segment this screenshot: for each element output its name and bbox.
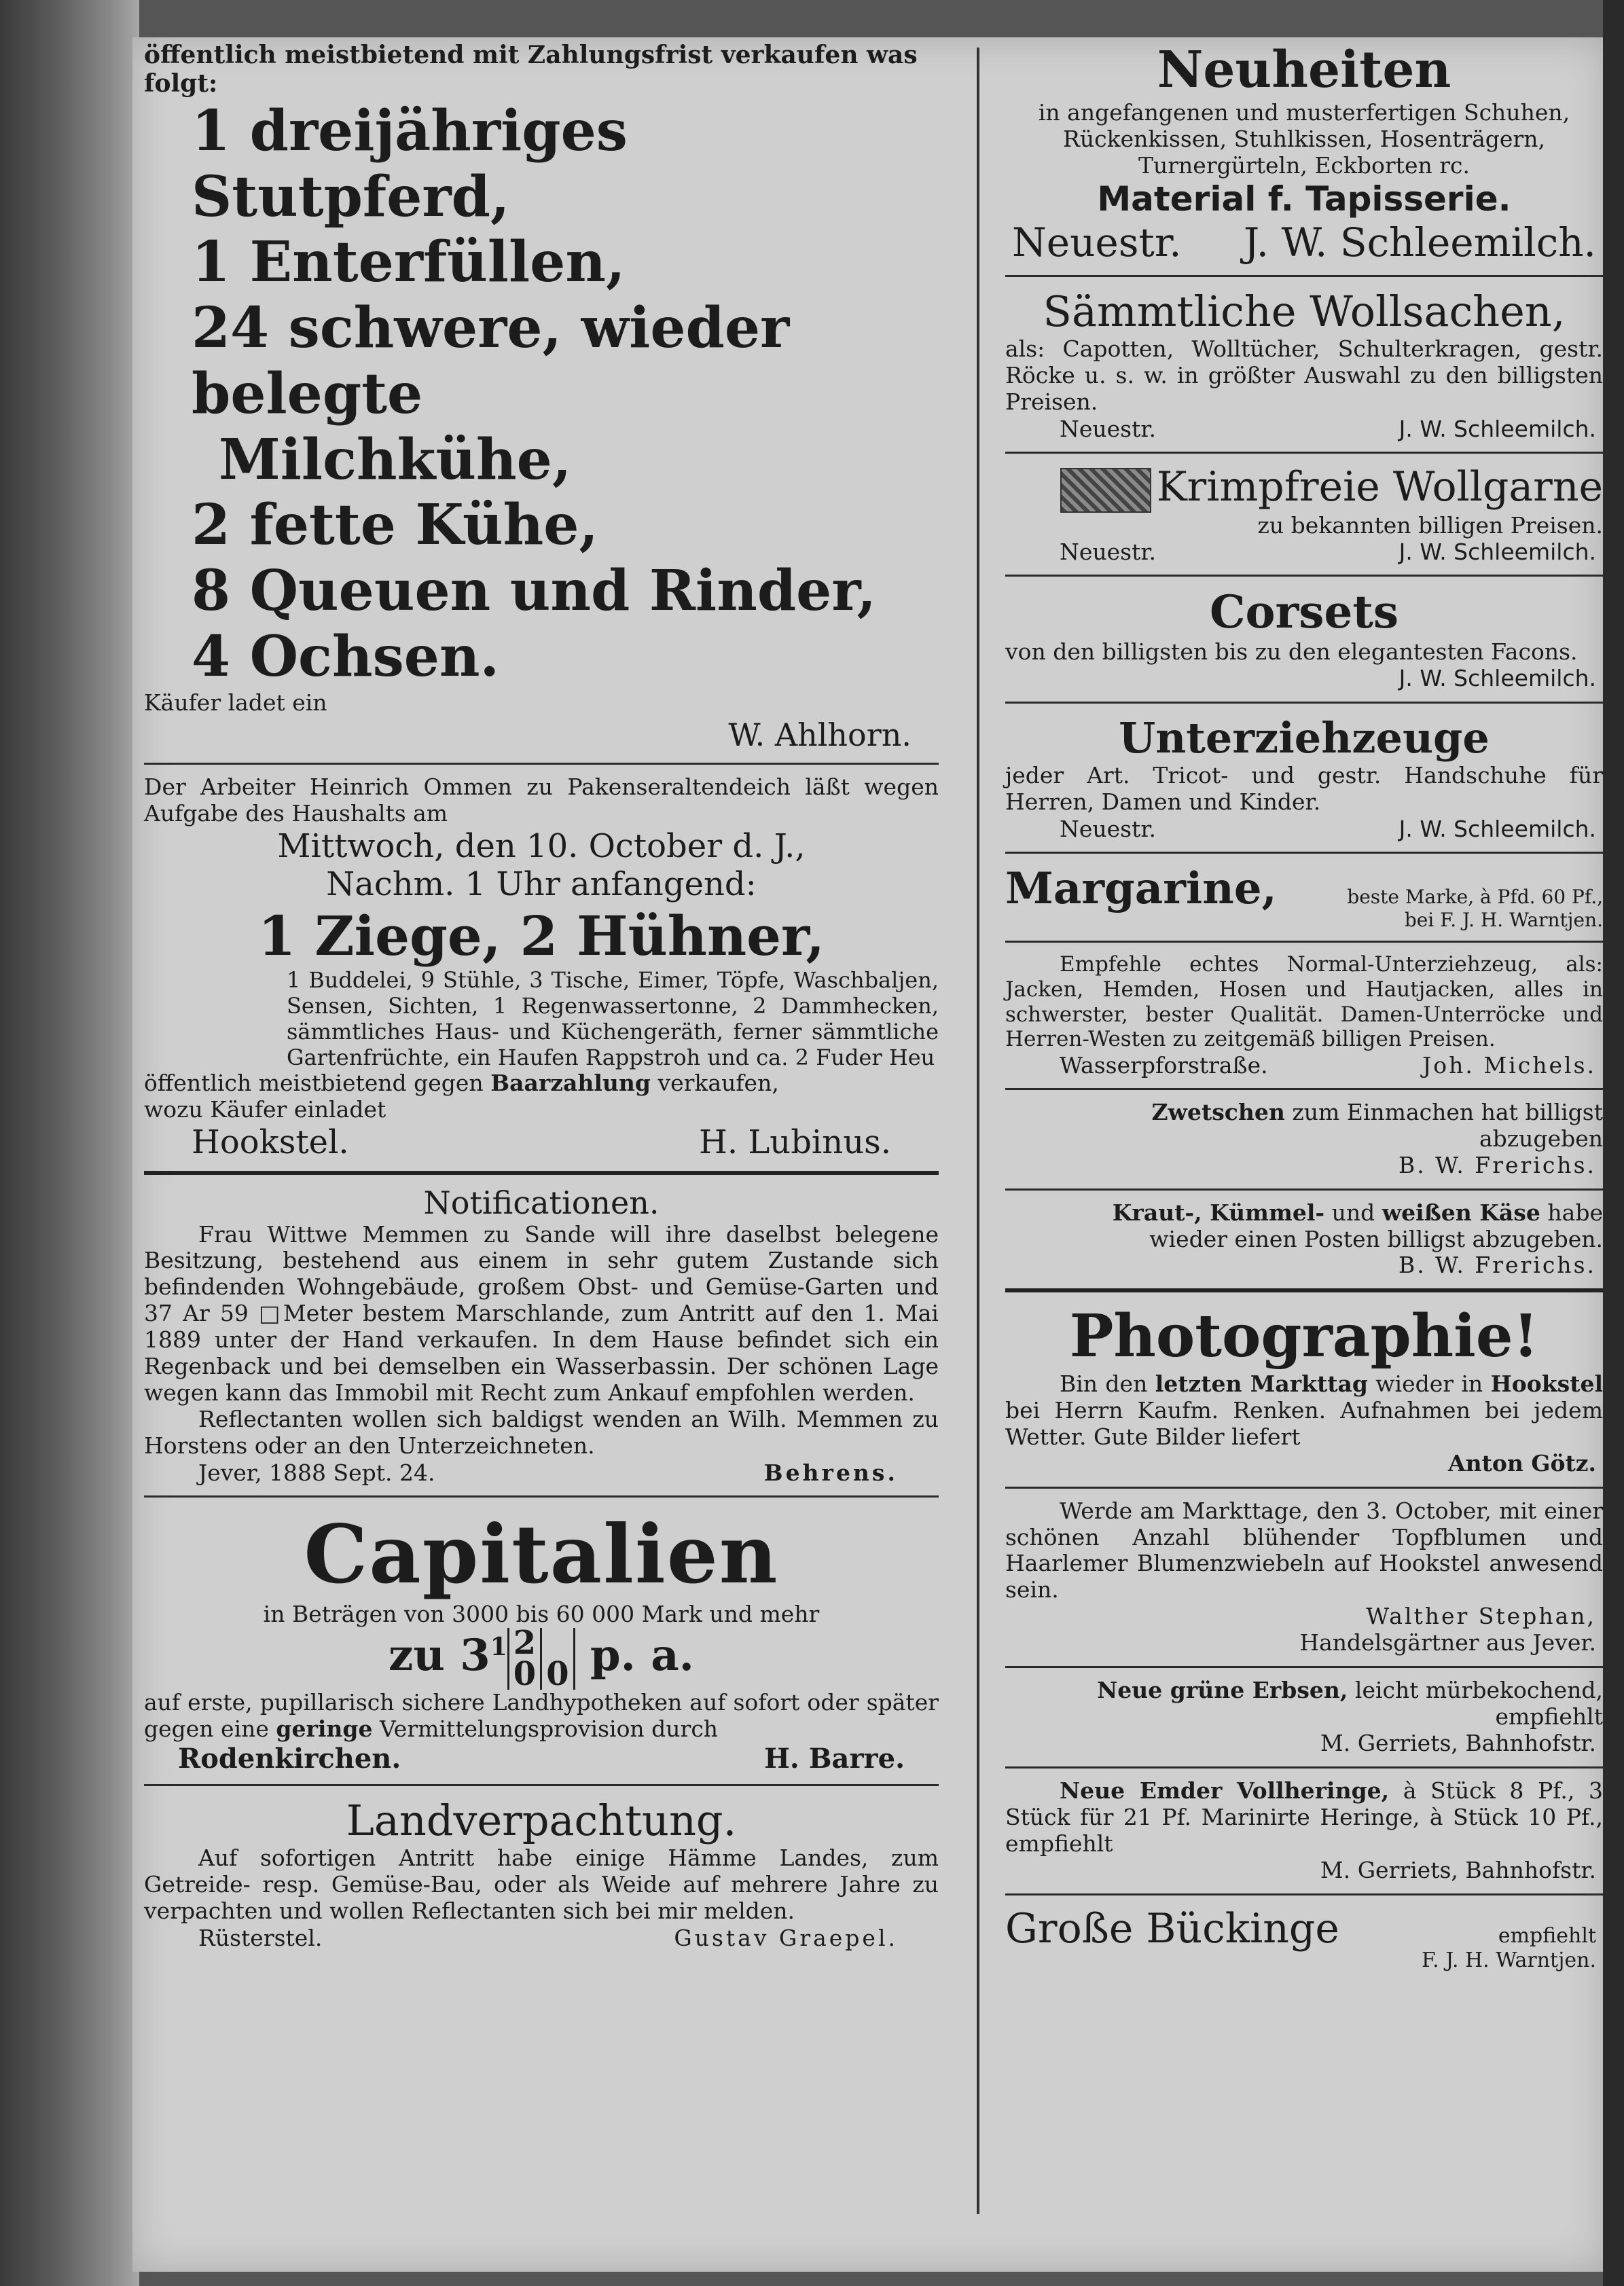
divider	[1005, 1189, 1603, 1191]
capital-body: auf erste, pupillarisch sichere Landhypotheken auf sofort oder später gegen eine geringe Vermittelungsprovision durch	[144, 1689, 939, 1743]
buckling-ad	[1005, 1905, 1603, 1973]
normal-footer	[1005, 1052, 1603, 1078]
divider	[1005, 1766, 1603, 1768]
yarn-heading-row: Krimpfreie Wollgarne	[1005, 463, 1603, 512]
divider	[144, 1171, 939, 1175]
plums-merchant: B. W. Frerichs.	[1398, 1151, 1596, 1178]
auction-item: 1 dreijähriges Stutpferd,	[192, 98, 628, 230]
lease-signature: Gustav Graepel.	[674, 1925, 898, 1952]
auction2-sale: öffentlich meistbietend gegen Baarzahlung verkaufen,	[144, 1070, 779, 1097]
underwear-body: jeder Art. Tricot- und gestr. Handschuhe für Herren, Damen und Kinder.	[1005, 762, 1603, 816]
divider	[1005, 575, 1603, 577]
divider	[1005, 452, 1603, 454]
auction2-footer	[144, 1123, 939, 1161]
wool-ad	[1005, 287, 1603, 442]
wool-merchant: J. W. Schleemilch.	[1399, 416, 1596, 443]
notifications-body2: Reflectanten wollen sich baldigst wenden an Wilh. Memmen zu Horstens oder an den Unterzeichneten.	[144, 1406, 939, 1459]
capital-ad	[144, 1507, 939, 1775]
news-material: Material f. Tapisserie.	[1097, 179, 1511, 219]
market-body: Werde am Markttage, den 3. October, mit einer schönen Anzahl blühender Topfblumen und Haarlemer Blumenzwiebeln auf Hookstel anwesend sein.	[1005, 1497, 1603, 1603]
cheese-body: Kraut-, Kümmel- und weißen Käse habe wieder einen Posten billigst abzugeben.	[1112, 1199, 1603, 1252]
peas-ad	[1005, 1677, 1603, 1757]
auction-ad-ommen	[144, 774, 939, 1161]
divider	[144, 1784, 939, 1786]
normal-street: Wasserpforstraße.	[1060, 1051, 1268, 1078]
notifications-place: Jever, 1888 Sept. 24.	[198, 1459, 435, 1486]
notifications-heading: Notificationen.	[423, 1184, 660, 1222]
news-footer	[1005, 219, 1603, 266]
divider	[1005, 1487, 1603, 1489]
plums-ad	[1005, 1100, 1603, 1179]
cheese-ad	[1005, 1200, 1603, 1280]
auction-item: 8 Queuen und Rinder,	[192, 558, 877, 624]
yarn-footer	[1005, 539, 1603, 565]
buckling-heading: Große Bückinge	[1005, 1904, 1339, 1953]
wool-body: als: Capotten, Wolltücher, Schulterkragen, gestr. Röcke u. s. w. in größter Auswahl zu den billigsten Preisen.	[1005, 335, 1603, 416]
corsets-merchant: J. W. Schleemilch.	[1399, 665, 1596, 692]
yarn-ad	[1005, 463, 1603, 565]
column-divider	[977, 48, 979, 2214]
herring-body: Neue Emder Vollheringe, à Stück 8 Pf., 3 Stück für 21 Pf. Marinirte Heringe, à Stück 10 Pf., empfiehlt	[1005, 1777, 1603, 1857]
wool-footer	[1005, 416, 1603, 442]
left-column	[144, 41, 939, 1951]
divider	[1005, 1288, 1603, 1292]
herring-merchant: M. Gerriets, Bahnhofstr.	[1320, 1856, 1596, 1883]
auction-signature: W. Ahlhorn.	[728, 716, 912, 753]
margarine-merchant: bei F. J. H. Warntjen.	[1404, 908, 1603, 931]
stamp-ornament-icon	[1060, 468, 1151, 513]
margarine-price: beste Marke, à Pfd. 60 Pf.,	[1347, 886, 1603, 909]
capital-footer	[144, 1743, 939, 1775]
buckling-merchant: F. J. H. Warntjen.	[1422, 1948, 1596, 1972]
normal-underwear-ad	[1005, 952, 1603, 1078]
market-signature: Walther Stephan,	[1366, 1603, 1596, 1630]
underwear-ad	[1005, 713, 1603, 842]
divider	[1005, 702, 1603, 704]
margarine-ad	[1005, 863, 1603, 931]
news-body: in angefangenen und musterfertigen Schuhen, Rückenkissen, Stuhlkissen, Hosenträgern, Turnergürteln, Eckborten rc.	[1038, 99, 1570, 179]
normal-merchant: Joh. Michels.	[1422, 1051, 1596, 1078]
auction-intro: öffentlich meistbietend mit Zahlungsfrist verkaufen was folgt:	[144, 41, 918, 98]
buckling-body: empfiehlt	[1498, 1923, 1596, 1948]
lease-heading: Landverpachtung.	[346, 1796, 737, 1846]
peas-body: Neue grüne Erbsen, leicht mürbekochend, empfiehlt	[1097, 1677, 1603, 1730]
cheese-merchant: B. W. Frerichs.	[1398, 1252, 1596, 1279]
auction-invite: Käufer ladet ein	[144, 689, 327, 716]
divider	[1005, 1088, 1603, 1090]
photo-ad	[1005, 1302, 1603, 1476]
divider	[1005, 1666, 1603, 1668]
auction-item: 4 Ochsen.	[192, 623, 500, 689]
divider	[144, 1495, 939, 1498]
underwear-footer	[1005, 816, 1603, 842]
corsets-ad	[1005, 586, 1603, 692]
notifications-ad	[144, 1184, 939, 1486]
peas-merchant: M. Gerriets, Bahnhofstr.	[1320, 1730, 1596, 1757]
lease-place: Rüsterstel.	[198, 1925, 323, 1952]
auction2-signature: H. Lubinus.	[699, 1123, 891, 1162]
auction-item: 24 schwere, wieder belegte	[192, 295, 790, 427]
photo-body: Bin den letzten Markttag wieder in Hookstel bei Herrn Kaufm. Renken. Aufnahmen bei jedem Wetter. Gute Bilder liefert	[1005, 1370, 1603, 1450]
corsets-heading: Corsets	[1209, 585, 1399, 639]
underwear-street: Neuestr.	[1060, 816, 1157, 843]
wool-heading: Sämmtliche Wollsachen,	[1043, 287, 1566, 337]
auction2-list: 1 Buddelei, 9 Stühle, 3 Tische, Eimer, Töpfe, Waschbaljen, Sensen, Sichten, 1 Regenwassertonne, 2 Dammhecken, sämmtliches Haus- und Küchengeräth, ferner sämmtliche Gartenfrüchte, ein Haufen Rappstroh und ca. 2 Fuder Heu	[287, 967, 939, 1070]
lease-ad	[144, 1796, 939, 1951]
auction-item: 2 fette Kühe,	[192, 492, 598, 558]
auction-ad-ahlhorn	[144, 41, 939, 753]
capital-place: Rodenkirchen.	[178, 1743, 401, 1775]
news-ad	[1005, 41, 1603, 266]
capital-rate: zu $3^1$ 2 0 0 p. a.	[389, 1624, 694, 1693]
news-heading: Neuheiten	[1157, 41, 1451, 99]
capital-heading: Capitalien	[304, 1506, 779, 1601]
wool-street: Neuestr.	[1060, 416, 1157, 443]
lease-body: Auf sofortigen Antritt habe einige Hämme Landes, zum Getreide- resp. Gemüse-Bau, oder als Weide auf mehrere Jahre zu verpachten und wollen Reflectanten sich bei mir melden.	[144, 1845, 939, 1925]
capital-signature: H. Barre.	[764, 1743, 905, 1775]
underwear-merchant: J. W. Schleemilch.	[1399, 816, 1596, 843]
page-shadow	[1603, 0, 1624, 2286]
divider	[144, 763, 939, 765]
notifications-signature: Behrens.	[763, 1459, 898, 1486]
corsets-body: von den billigsten bis zu den elegantesten Facons.	[1005, 638, 1578, 666]
yarn-body: zu bekannten billigen Preisen.	[1257, 511, 1603, 539]
auction2-invite: wozu Käufer einladet	[144, 1096, 386, 1123]
yarn-street: Neuestr.	[1060, 539, 1157, 566]
plums-body: Zwetschen zum Einmachen hat billigst abzugeben	[1151, 1098, 1603, 1152]
normal-body: Empfehle echtes Normal-Unterziehzeug, als: Jacken, Hemden, Hosen und Hautjacken, alles in schwerster, bester Qualität. Damen-Unterröcke und Herren-Westen zu zeitgemäß billigen Preisen.	[1005, 952, 1603, 1052]
auction2-intro: Der Arbeiter Heinrich Ommen zu Pakenseraltendeich läßt wegen Aufgabe des Haushalts am	[144, 773, 939, 827]
margarine-heading: Margarine,	[1005, 863, 1277, 915]
notifications-footer	[144, 1459, 939, 1486]
divider	[1005, 275, 1603, 277]
divider	[1005, 1893, 1603, 1895]
auction2-date: Mittwoch, den 10. October d. J.,	[277, 827, 806, 865]
yarn-merchant: J. W. Schleemilch.	[1399, 539, 1596, 566]
auction2-place: Hookstel.	[192, 1123, 349, 1162]
book-edge	[0, 0, 139, 2286]
divider	[1005, 941, 1603, 943]
notifications-body: Frau Wittwe Memmen zu Sande will ihre daselbst belegene Besitzung, bestehend aus einem in sehr gutem Zustande sich befindenden Wohngebäude, großem Obst- und Gemüse-Garten und 37 Ar 59 □Meter bestem Marschlande, zum Antritt auf den 1. Mai 1889 unter der Hand verkaufen. In dem Hause befindet sich ein Regenback und bei demselben ein Wasserbassin. Der schönen Lage wegen kann das Immobil mit Recht zum Ankauf empfohlen werden.	[144, 1220, 939, 1407]
market-ad	[1005, 1498, 1603, 1657]
news-street: Neuestr.	[1012, 219, 1182, 266]
underwear-heading: Unterziehzeuge	[1119, 713, 1490, 763]
lease-footer	[144, 1925, 939, 1951]
photo-signature: Anton Götz.	[1448, 1449, 1596, 1476]
right-column	[1005, 41, 1603, 1973]
divider	[1005, 852, 1603, 854]
news-merchant: J. W. Schleemilch.	[1243, 219, 1596, 266]
auction-item: 1 Enterfüllen,	[192, 230, 626, 295]
auction-item: Milchkühe,	[219, 427, 572, 492]
market-role: Handelsgärtner aus Jever.	[1299, 1629, 1596, 1656]
capital-line: in Beträgen von 3000 bis 60 000 Mark und mehr	[263, 1601, 820, 1628]
herring-ad	[1005, 1778, 1603, 1884]
photo-heading: Photographie!	[1069, 1302, 1539, 1371]
auction2-time: Nachm. 1 Uhr anfangend:	[326, 865, 757, 904]
auction2-headline: 1 Ziege, 2 Hühner,	[257, 904, 825, 968]
